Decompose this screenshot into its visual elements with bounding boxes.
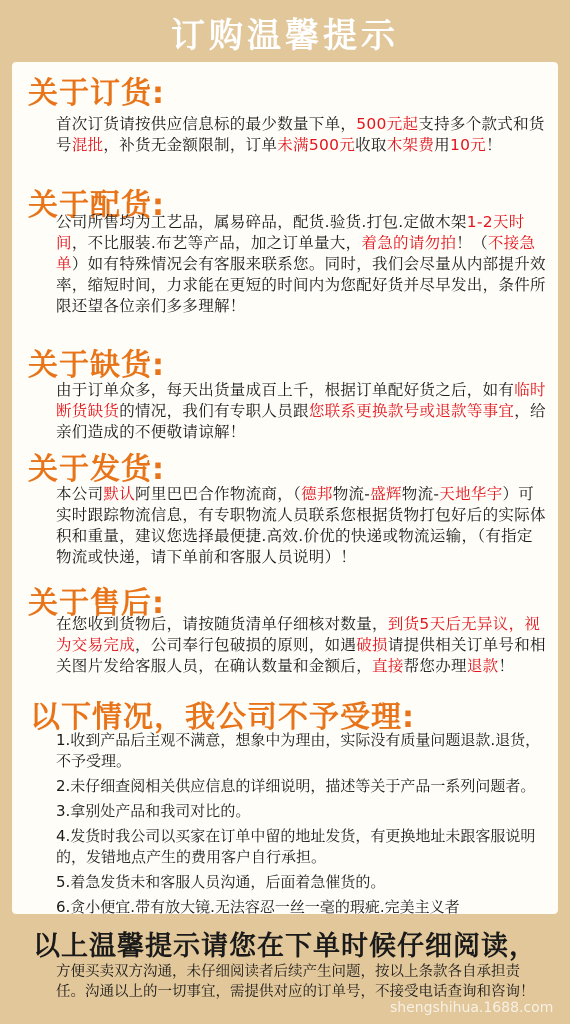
section-body-shortage xyxy=(56,380,546,443)
highlight-text: 破损 xyxy=(356,636,388,654)
section-body-shipping xyxy=(56,484,546,568)
body-text: 的情况，我们有专职人员跟 xyxy=(119,402,309,420)
body-text: ！（ xyxy=(456,234,488,252)
section-heading-shipping: 关于发货: xyxy=(28,452,165,487)
highlight-text: 木架费 xyxy=(386,136,435,154)
highlight-text: 盛辉 xyxy=(370,485,402,503)
body-text: 在您收到货物后，请按随货清单仔细核对数量， xyxy=(56,615,388,633)
body-text: 首次订货请按供应信息标的最少数量下单， xyxy=(56,115,357,133)
highlight-text: 临时断货缺货 xyxy=(56,381,546,420)
body-text: 收取 xyxy=(355,136,387,154)
body-text: ，公司奉行包破损的原则，如遇 xyxy=(135,636,357,654)
section-heading-aftersales: 关于售后: xyxy=(28,586,165,621)
highlight-text: 混批 xyxy=(71,136,104,154)
body-text: 支持多个款式和货号 xyxy=(56,115,545,154)
highlight-text: 500元起 xyxy=(356,115,419,133)
body-text: 物流- xyxy=(401,485,440,503)
highlight-text: 天地华宇 xyxy=(439,485,503,503)
section-heading-ordering: 关于订货: xyxy=(28,76,165,111)
exclusion-item: 4.发货时我公司以买家在订单中留的地址发货，有更换地址未跟客服说明的，发错地点产生的费用客户自行承担。 xyxy=(56,827,536,866)
highlight-text: 着急的请勿拍 xyxy=(361,234,457,252)
highlight-text: 不接急单 xyxy=(56,234,536,273)
body-text: 阿里巴巴合作物流商，（ xyxy=(135,485,302,503)
body-text: ）如有特殊情况会有客服来联系您。同时，我们会尽量从内部提升效率，缩短时间，力求能在更短的时间内为您配好货并尽早发出，条件所限还望各位亲们多多理解！ xyxy=(56,255,546,315)
exclusion-item: 5.着急发货未和客服人员沟通，后面着急催货的。 xyxy=(56,873,386,891)
watermark: shengshihua.1688.com xyxy=(390,1000,554,1016)
body-text: ，补货无金额限制，订单 xyxy=(103,136,278,154)
exclusions-list xyxy=(56,730,546,922)
page-title: 订购温馨提示 xyxy=(171,16,399,56)
section-body-ordering xyxy=(56,114,546,156)
body-text: 帮您办理 xyxy=(403,657,467,675)
highlight-text: 默认 xyxy=(103,485,136,503)
body-text: 公司所售均为工艺品，属易碎品，配货.验货.打包.定做木架 xyxy=(56,213,467,231)
body-text: 用 xyxy=(434,136,450,154)
exclusion-item: 6.贪小便宜.带有放大镜.无法容忍一丝一毫的瑕疵.完美主义者 xyxy=(56,898,460,916)
exclusion-item: 3.拿别处产品和我司对比的。 xyxy=(56,802,251,820)
footer-text: 方便买卖双方沟通，未仔细阅读者后续产生问题，按以上条款各自承担责任。沟通以上的一切事宜，需提供对应的订单号，不接受电话查询和咨询！ xyxy=(56,964,535,1000)
highlight-text: 退款 xyxy=(466,657,499,675)
section-heading-distribution: 关于配货: xyxy=(28,188,165,223)
section-heading-shortage: 关于缺货: xyxy=(28,348,165,383)
section-body-distribution xyxy=(56,212,546,317)
footer-title: 以上温馨提示请您在下单时候仔细阅读， xyxy=(33,931,537,962)
body-text: 由于订单众多，每天出货量成百上千，根据订单配好货之后，如有 xyxy=(56,381,515,399)
section-body-aftersales xyxy=(56,614,546,677)
highlight-text: 10元 xyxy=(449,136,487,154)
highlight-text: 1-2天时间 xyxy=(56,213,525,252)
body-text: ）可实时跟踪物流信息，有专职物流人员联系您根据货物打包好后的实际体积和重量，建议您选择最便捷.高效.价优的快递或物流运输，（有指定物流或快递，请下单前和客服人员说明）！ xyxy=(56,485,546,566)
highlight-text: 未满500元 xyxy=(277,136,356,154)
highlight-text: 到货5天后无异议，视为交易完成 xyxy=(56,615,541,654)
exclusion-item: 2.未仔细查阅相关供应信息的详细说明，描述等关于产品一系列问题者。 xyxy=(56,777,536,795)
highlight-text: 德邦 xyxy=(301,485,333,503)
exclusion-item: 1.收到产品后主观不满意，想象中为理由，实际没有质量问题退款.退货，不予受理。 xyxy=(56,731,541,770)
body-text: ，给亲们造成的不便敬请谅解！ xyxy=(56,402,546,441)
body-text: ！ xyxy=(486,136,502,154)
body-text: ！ xyxy=(498,657,515,675)
body-text: 请提供相关订单号和相关图片发给客服人员，在确认数量和金额后， xyxy=(56,636,546,675)
highlight-text: 直接 xyxy=(372,657,404,675)
exclusions-heading: 以下情况，我公司不予受理: xyxy=(30,700,415,735)
highlight-text: 您联系更换款号或退款等事宜 xyxy=(308,402,515,420)
body-text: 物流- xyxy=(332,485,371,503)
body-text: 本公司 xyxy=(56,485,104,503)
body-text: ，不比服装.布艺等产品，加之订单量大， xyxy=(71,234,362,252)
